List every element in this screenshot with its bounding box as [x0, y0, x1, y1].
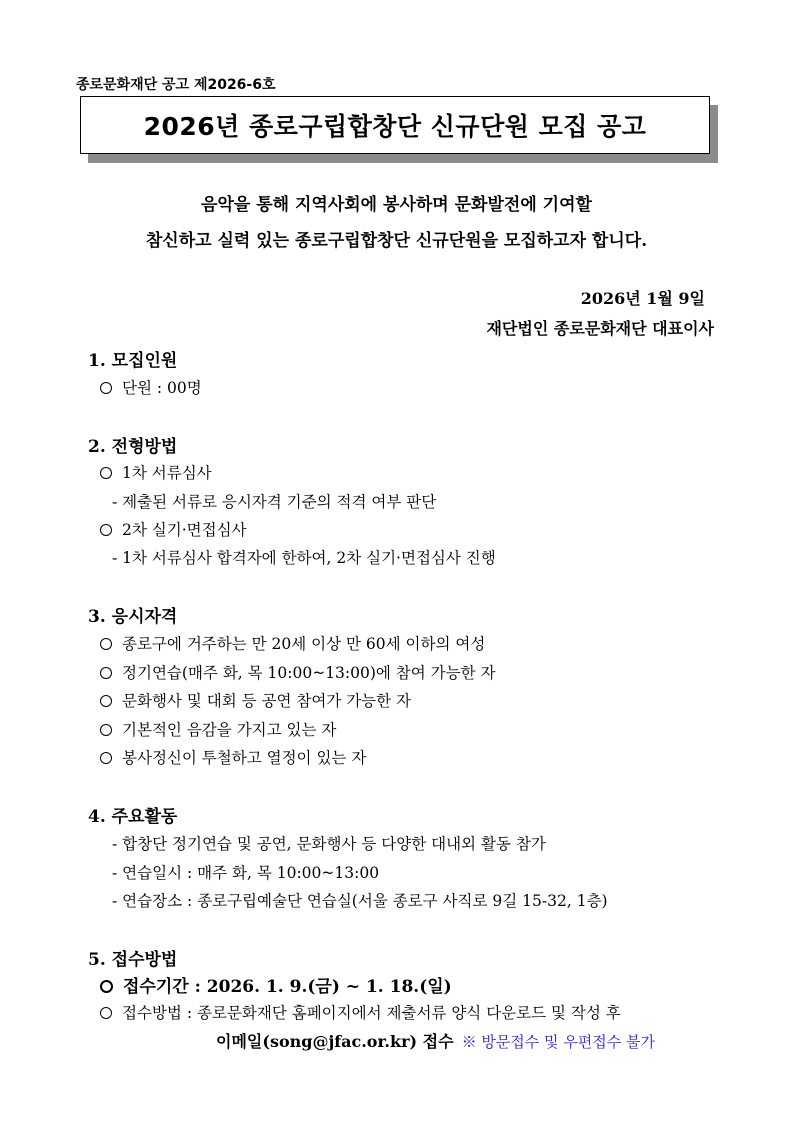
list-item: 문화행사 및 대회 등 공연 참여가 가능한 자 [100, 689, 411, 711]
list-item: 정기연습(매주 화, 목 10:00~13:00)에 참여 가능한 자 [100, 661, 496, 683]
circle-bullet-icon [100, 980, 113, 993]
list-item: 봉사정신이 투철하고 열정이 있는 자 [100, 746, 366, 768]
section-heading-recruitment: 1. 모집인원 [88, 351, 178, 371]
page-title: 2026년 종로구립합창단 신규단원 모집 공고 [80, 96, 710, 154]
notice-number: 종로문화재단 공고 제2026-6호 [76, 77, 276, 93]
circle-bullet-icon [100, 724, 112, 736]
list-item: 2차 실기·면접심사 [100, 518, 247, 540]
list-item: 기본적인 음감을 가지고 있는 자 [100, 718, 336, 740]
section-heading-selection: 2. 전형방법 [88, 437, 178, 457]
list-item-detail: - 합창단 정기연습 및 공연, 문화행사 등 다양한 대내외 활동 참가 [112, 835, 546, 853]
circle-bullet-icon [100, 667, 112, 679]
section-heading-application: 5. 접수방법 [88, 950, 178, 970]
list-item-detail: - 연습장소 : 종로구립예술단 연습실(서울 종로구 사직로 9길 15-32, 1층) [112, 892, 608, 910]
circle-bullet-icon [100, 695, 112, 707]
list-item-detail: - 연습일시 : 매주 화, 목 10:00~13:00 [112, 864, 380, 882]
circle-bullet-icon [100, 638, 112, 650]
list-item-detail: - 제출된 서류로 응시자격 기준의 적격 여부 판단 [112, 493, 437, 511]
organization-signature: 재단법인 종로문화재단 대표이사 [486, 319, 714, 338]
list-item: 종로구에 거주하는 만 20세 이상 만 60세 이하의 여성 [100, 632, 485, 654]
section-heading-activities: 4. 주요활동 [88, 807, 178, 827]
notice-date: 2026년 1월 9일 [580, 289, 705, 308]
list-item: 단원 : 00명 [100, 376, 202, 398]
application-note: ※ 방문접수 및 우편접수 불가 [461, 1033, 656, 1051]
list-item-detail: - 1차 서류심사 합격자에 한하여, 2차 실기·면접심사 진행 [112, 549, 496, 567]
application-period: 접수기간 : 2026. 1. 9.(금) ~ 1. 18.(일) [100, 972, 452, 997]
section-heading-eligibility: 3. 응시자격 [88, 607, 178, 627]
intro-line-2: 참신하고 실력 있는 종로구립합창단 신규단원을 모집하고자 합니다. [145, 231, 648, 251]
application-email: 이메일(song@jfac.or.kr) 접수 ※ 방문접수 및 우편접수 불가 [216, 1032, 656, 1051]
circle-bullet-icon [100, 524, 112, 536]
circle-bullet-icon [100, 752, 112, 764]
circle-bullet-icon [100, 467, 112, 479]
application-method: 접수방법 : 종로문화재단 홈페이지에서 제출서류 양식 다운로드 및 작성 후 [100, 1001, 621, 1023]
list-item: 1차 서류심사 [100, 461, 212, 483]
circle-bullet-icon [100, 382, 112, 394]
circle-bullet-icon [100, 1007, 112, 1019]
intro-line-1: 음악을 통해 지역사회에 봉사하며 문화발전에 기여할 [201, 195, 592, 215]
